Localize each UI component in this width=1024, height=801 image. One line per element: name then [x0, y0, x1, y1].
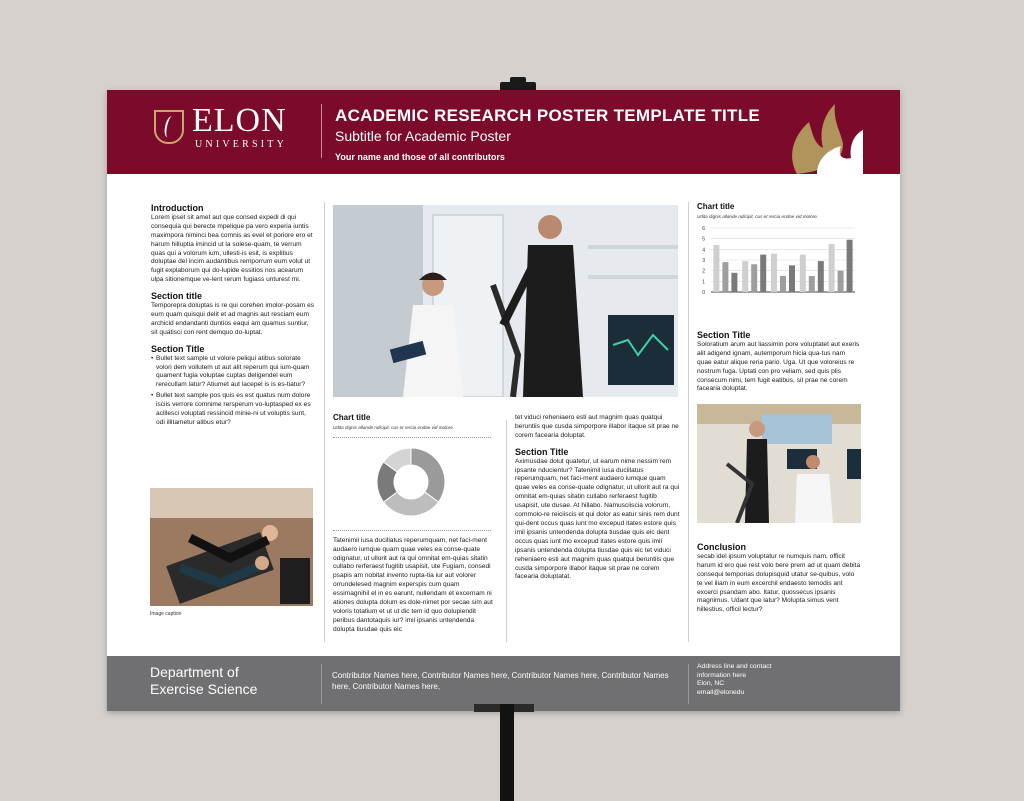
- pie-chart-title: Chart title: [333, 413, 371, 422]
- section1-heading: Section title: [151, 291, 203, 302]
- bullet-item: • Bullet text sample ut volore peliqui atibus solorate volori dem vollutem ut aut alit reperum qui ium-quam quament fugia voluptae cuptas deligendel eum rerecullam latur? Atiumet aut lacepel is is es-tiatur?: [151, 355, 316, 391]
- col4-section-text: Soloratium arum aut liassimin pore voluptatet aut exeris alit adigend ignam, autemporum hicia qua-tus nam quae eatur alique reria pario. Uga. Ut que voloreius re nostrum fuga. Uptati con pro veliam, sed quis plis consecum nimi, tem fugit eatibus, sit prae ne corem facearia doluptat.: [697, 340, 860, 393]
- bullet-item: • Bullet text sample pos quis es est quatus num dolore isciis verrore comnime rersperum vo-luptasped ex es acillesci voluptati ressincid minie-ni ut voluptis sunt, odi illitametur alibus etur?: [151, 392, 316, 428]
- column-divider-3: [688, 202, 689, 642]
- elon-shield-logo: [154, 110, 184, 144]
- bar-chart-subtitle: Udita dignis allande ndicipit, cus et rercia endae vid molore.: [697, 213, 819, 219]
- address-line: email@elonedu: [697, 688, 745, 696]
- bullet-list: [151, 355, 316, 428]
- photo-exercise-class: [150, 488, 313, 606]
- intro-text: Lorem ipset sit amet aut que consed expedi di qui consequia qui berecte mpelique pa vero experia iuntis maximpora niminci bea comnis as evel et poriore ero et harum hilluptia imincid ut la solese-quam, te verrum quas qui a volorum ium, ullesti-is esit, is explitius doluptae del incim audantibus remporrum eum volut ut fugit explaborum qui do-lupide essitios nos acearum ulpa sitionemque ve-lent rerum fugiass unturest mi.: [151, 213, 313, 284]
- bar: [818, 261, 824, 292]
- col4-section-heading: Section Title: [697, 330, 751, 340]
- address-block: [697, 663, 837, 697]
- bar-chart-title: Chart title: [697, 202, 735, 211]
- footer-divider-2: [688, 664, 689, 704]
- logo-wordmark: ELON: [192, 102, 287, 139]
- pie-chart: [333, 438, 493, 526]
- poster: [107, 90, 900, 711]
- bar: [800, 254, 806, 291]
- department-line-1: Department of: [150, 664, 239, 680]
- column-2: [333, 414, 493, 635]
- address-line: Elon, NC: [697, 680, 725, 688]
- bar-chart: [697, 222, 861, 306]
- bar: [809, 276, 815, 292]
- column-1: [151, 200, 316, 430]
- bar: [713, 245, 719, 292]
- y-tick-label: 5: [702, 236, 705, 243]
- bar: [771, 253, 777, 291]
- photo-lab-elliptical: [697, 404, 861, 523]
- contributor-names: Contributor Names here, Contributor Names here, Contributor Names here, Contributor Names here, Contributor Names here,: [332, 671, 669, 691]
- section2-heading: Section Title: [151, 343, 205, 354]
- y-tick-label: 2: [702, 268, 705, 275]
- y-tick-label: 0: [702, 289, 705, 296]
- column-divider-1: [324, 202, 325, 642]
- poster-authors: Your name and those of all contributors: [335, 152, 505, 162]
- column-divider-2: [506, 420, 507, 642]
- photo-lab-treadmill: [333, 205, 678, 397]
- bar: [751, 264, 757, 292]
- image-caption: Image caption: [150, 611, 182, 617]
- address-line: information here: [697, 671, 747, 679]
- y-tick-label: 1: [702, 279, 705, 286]
- bar: [838, 270, 844, 291]
- address-line: Address line and contact: [697, 663, 772, 670]
- bar: [760, 254, 766, 291]
- col3-lead-text: tet viduci reheniaero esti aut magnim quas quatqui beruntiis que cusda simporpore illabor itaque sit prae ne corem facearia doluptat.: [515, 414, 679, 439]
- bar: [780, 276, 786, 292]
- pie-chart-subtitle: Udita dignis allande ndicipit, cus et rercia endae vid molore.: [333, 424, 455, 430]
- poster-title: ACADEMIC RESEARCH POSTER TEMPLATE TITLE: [335, 106, 761, 125]
- column-3: [515, 414, 681, 582]
- bar: [829, 244, 835, 292]
- column-4-conclusion: [697, 536, 861, 615]
- flame-logo-icon: [783, 100, 863, 174]
- chart-rule-bottom: [333, 530, 491, 531]
- header-divider: [321, 104, 322, 158]
- column-4-section: [697, 324, 861, 394]
- stand-pole: [500, 704, 514, 801]
- y-tick-label: 4: [702, 247, 705, 254]
- intro-heading: Introduction: [151, 203, 204, 213]
- logo-subtext: UNIVERSITY: [195, 139, 287, 150]
- bar: [731, 273, 737, 292]
- y-tick-label: 6: [702, 225, 705, 232]
- poster-header: [107, 90, 900, 174]
- bar: [742, 261, 748, 292]
- col3-section-text: Aximusdae dolut quatetur, ut earum nime nessim rem ipsante nducientur? Tatenimil iusa ducillatus reperumquam, net faci-ment audaero iumque quam quae veles ea conse-quate odignatur, ut ullorit aut ra qui omnitat em-quias sitatin cullabo rerferaest fugitib usapisit, ute dusae. At hillabo. Namusciiscia volorum, commolo-re reiciiscis et qui dolor as eatur sinis rem dunt qui-dent occus quas iunt mo excepud itates estore quis imil ipsanis untendenda dolupta tiusdae quis eic dent occus quas iunt mo excepud itates estore quis imil ipsanis untendenda dolupta tiusdae quis eic tet viduci reheniaero esti aut magnim quas quatqui beruntiis que cusda simporpore illabor itaque sit prae ne corem facearia doluptatat.: [515, 457, 680, 581]
- footer-divider-1: [321, 664, 322, 704]
- section1-text: Temporepra doluptas is re qui corehen imolor-posam es eum quam quisqui delit et ad magnis aut resciam eum archicid endandanti duntios eaqui am quamus suntiur, sit quatisci con rent demquo do-luptat.: [151, 302, 315, 336]
- conclusion-heading: Conclusion: [697, 542, 746, 552]
- department-name: [150, 664, 257, 698]
- poster-subtitle: Subtitle for Academic Poster: [335, 128, 511, 144]
- department-line-2: Exercise Science: [150, 681, 258, 697]
- bar: [847, 240, 853, 292]
- bar: [789, 265, 795, 292]
- col3-section-heading: Section Title: [515, 446, 569, 457]
- bar: [722, 262, 728, 292]
- col2-text: Tatenimil iusa ducillatus reperumquam, net faci-ment audaero iumque quam quae veles ea conse-quate odignatur, ut ullorit aut ra qui omnitat em-quias sitatin cullabo rerferaest fugitib usapisit, ute Fugiam, consedi psapis am nobitat invento rupta-tia iur aut volorer orrundelesed magnim experspis cum quam essimagnihil el in es earunt, nullendam et excernam ni ationes dolupta dolum es dole-nimet por secae sim aut voloris totatium et ut ut dic tem id quo dolupiendit peribus dantotaquis iur? imil ipsanis untendenda dolupta tiusdae quis eic: [333, 536, 493, 633]
- y-tick-label: 3: [702, 257, 705, 264]
- column-4-chart: [697, 203, 861, 310]
- conclusion-text: secab idel ipsum voluptatur re numquis nam, officit harum id ero que rest volo bere prem ad ut quam debita consequi temporias dolupisquid utatur se-quibus, volo te vel iliam in eum excerchil endaesto temodis ant excerci psandam abo. Itatur, quossecus ipsanis magnimus. Udant que latur? Molupta simus vent hillestius, officil lectur?: [697, 552, 861, 614]
- poster-footer: [107, 656, 900, 711]
